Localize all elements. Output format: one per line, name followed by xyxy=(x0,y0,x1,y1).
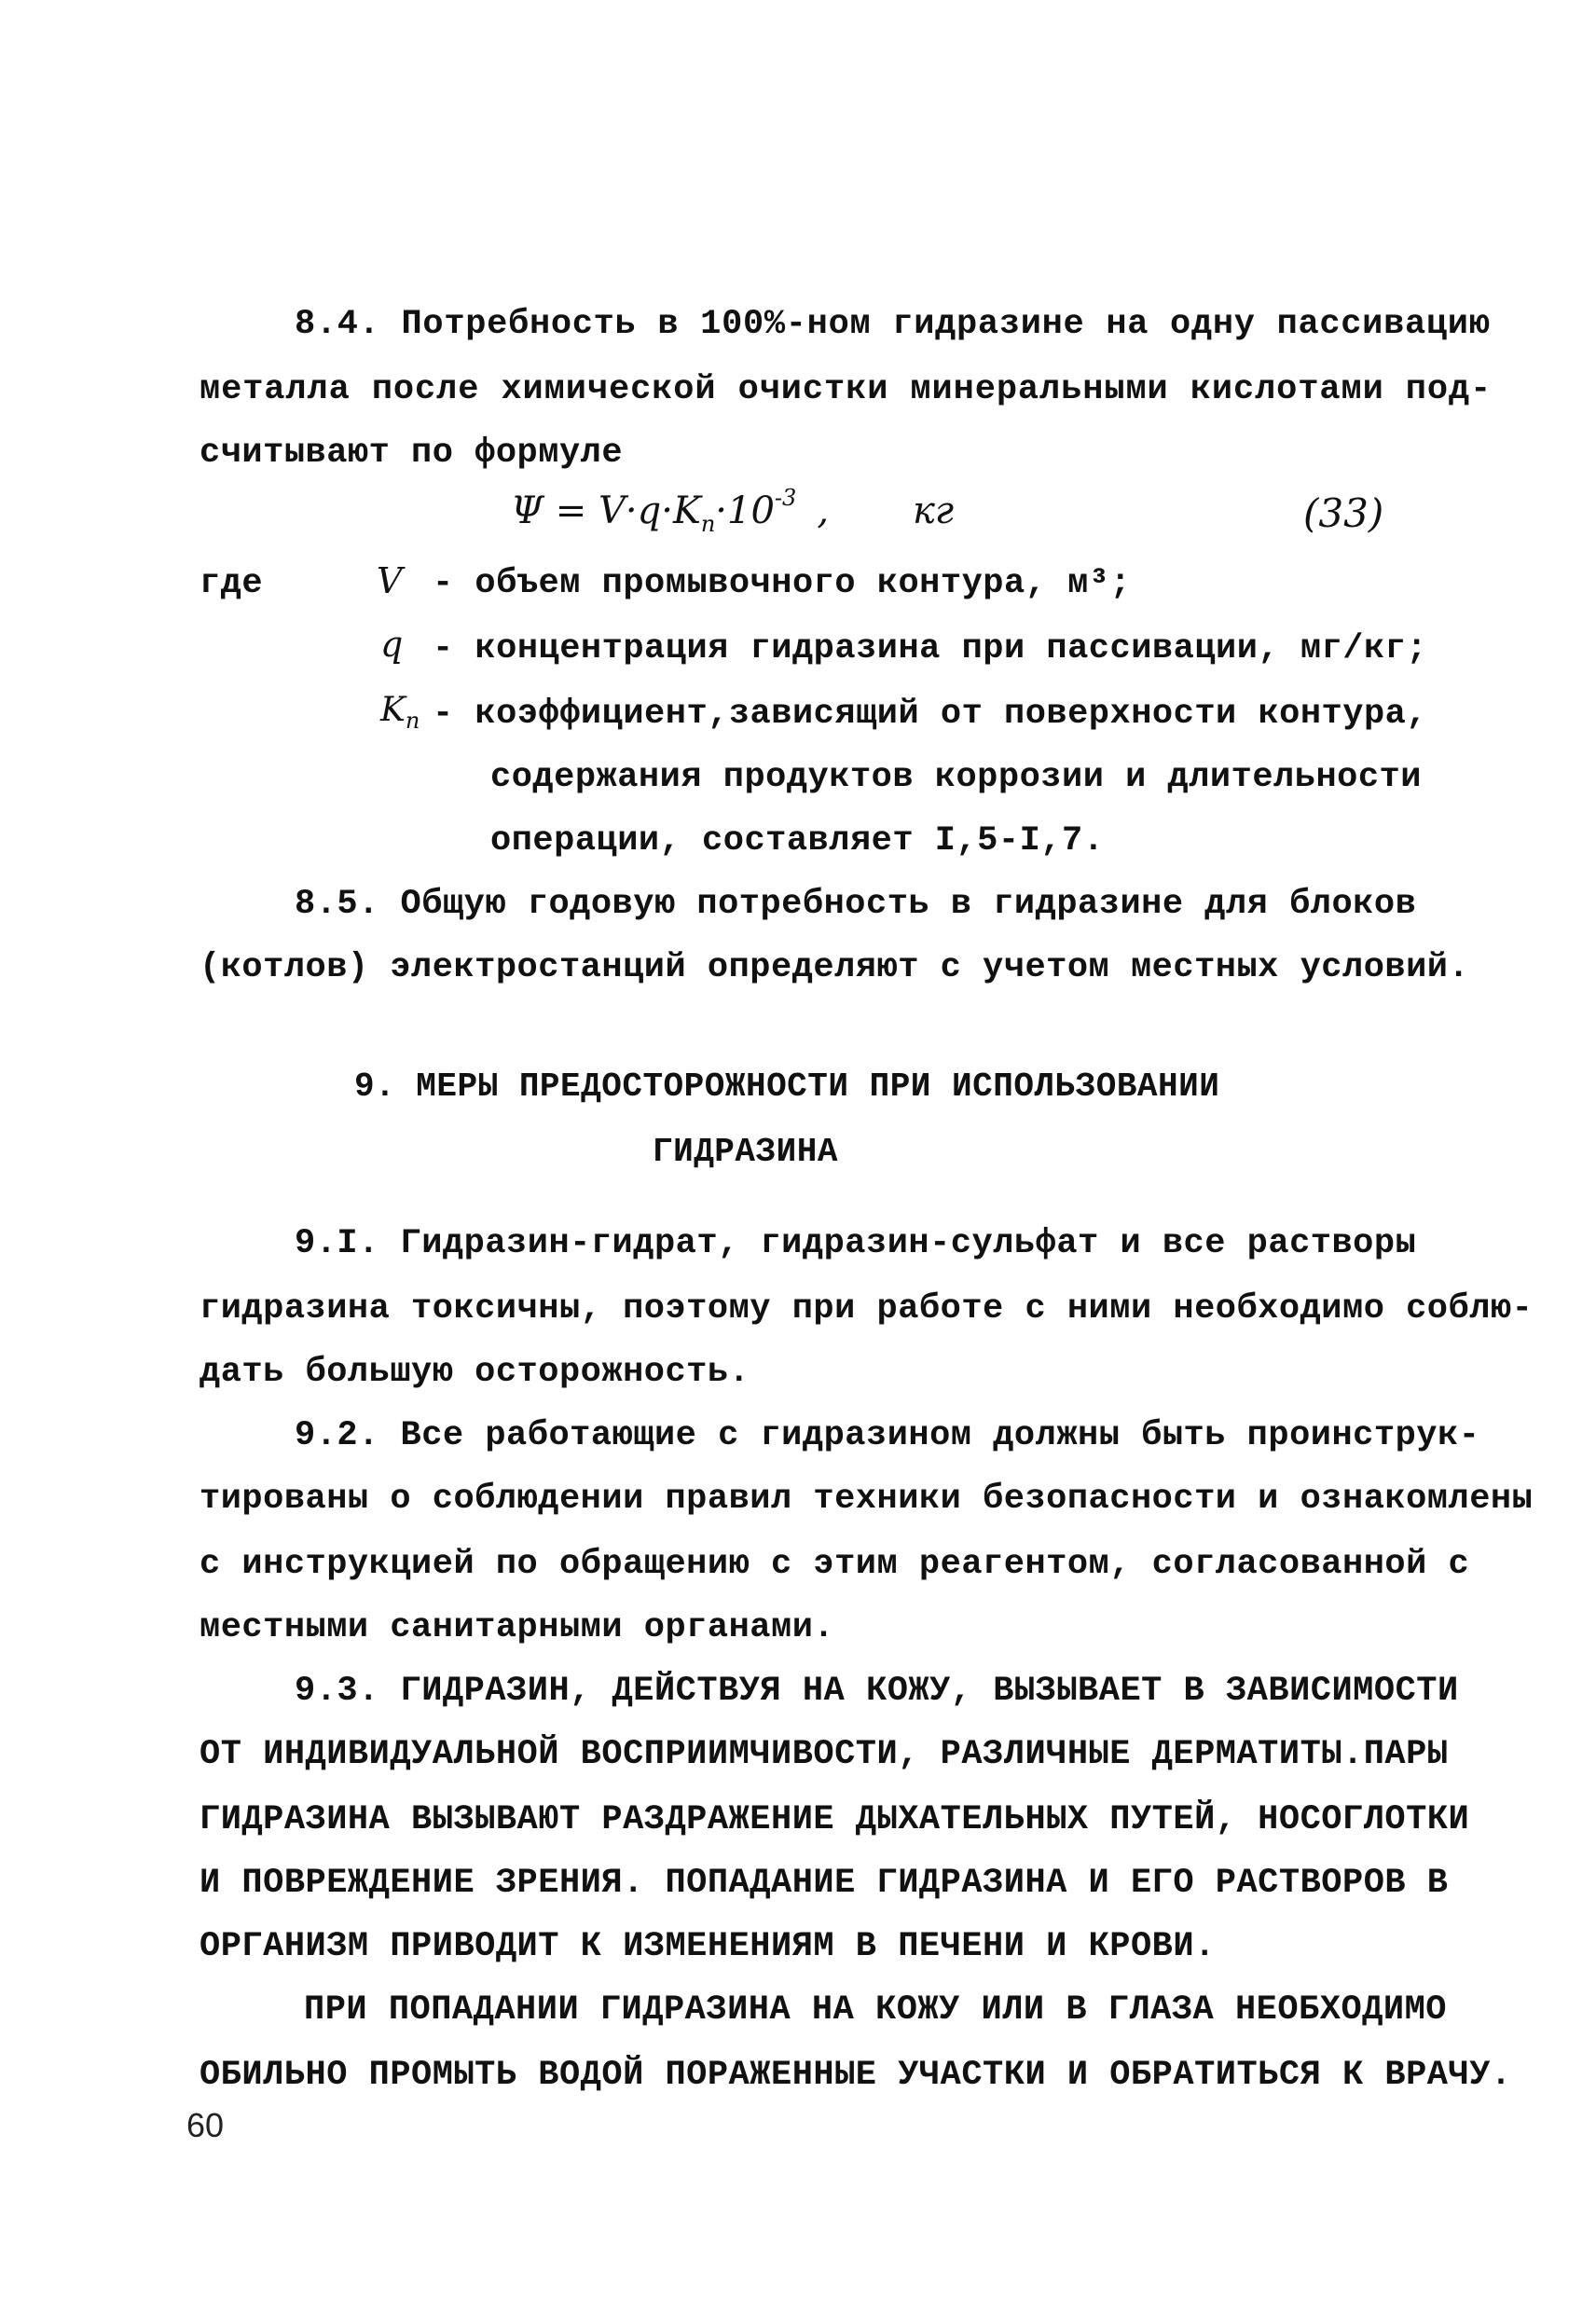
definition-q: - концентрация гидразина при пассивации, мг/кг; xyxy=(433,629,1428,668)
paragraph-9-2-line-1: 9.2. Все работающие с гидразином должны быть проинструк- xyxy=(295,1416,1480,1455)
where-label: где xyxy=(200,564,264,603)
symbol-v: V xyxy=(377,560,403,601)
formula-main: Ψ = V·q·K xyxy=(511,489,701,532)
symbol-kn-subscript: n xyxy=(405,708,420,735)
symbol-q: q xyxy=(380,624,404,665)
paragraph-9-3-line-3: ГИДРАЗИНА ВЫЗЫВАЮТ РАЗДРАЖЕНИЕ ДЫХАТЕЛЬНЫХ ПУТЕЙ, НОСОГЛОТКИ xyxy=(200,1800,1470,1839)
definition-v: - объем промывочного контура, м³; xyxy=(433,564,1132,603)
formula-tail: ·10 xyxy=(715,489,775,532)
paragraph-9-3-line-4: И ПОВРЕЖДЕНИЕ ЗРЕНИЯ. ПОПАДАНИЕ ГИДРАЗИНА И ЕГО РАСТВОРОВ В xyxy=(200,1864,1449,1903)
emergency-instruction-line-1: ПРИ ПОПАДАНИИ ГИДРАЗИНА НА КОЖУ ИЛИ В ГЛАЗА НЕОБХОДИМО xyxy=(304,1990,1447,2030)
paragraph-9-1-line-3: дать большую осторожность. xyxy=(200,1353,750,1392)
paragraph-9-3-line-5: ОРГАНИЗМ ПРИВОДИТ К ИЗМЕНЕНИЯМ В ПЕЧЕНИ И КРОВИ. xyxy=(200,1927,1216,1966)
formula-subscript: n xyxy=(700,511,716,537)
symbol-kn xyxy=(380,691,420,735)
definition-kn-continuation-2: операции, составляет I,5-I,7. xyxy=(490,821,1105,860)
paragraph-8-5-line-1: 8.5. Общую годовую потребность в гидразине для блоков xyxy=(295,885,1417,924)
paragraph-9-2-line-4: местными санитарными органами. xyxy=(200,1608,835,1647)
formula-exponent: -3 xyxy=(774,485,797,511)
paragraph-9-1-line-1: 9.I. Гидразин-гидрат, гидразин-сульфат и все растворы xyxy=(295,1224,1417,1263)
paragraph-8-4-line-1: 8.4. Потребность в 100%-ном гидразине на одну пассивацию xyxy=(295,305,1491,344)
formula-unit: кг xyxy=(913,489,955,532)
paragraph-9-2-line-2: тированы о соблюдении правил техники безопасности и ознакомлены xyxy=(200,1480,1534,1519)
definition-kn: - коэффициент,зависящий от поверхности контура, xyxy=(433,695,1428,734)
paragraph-9-3-line-1: 9.3. ГИДРАЗИН, ДЕЙСТВУЯ НА КОЖУ, ВЫЗЫВАЕТ В ЗАВИСИМОСТИ xyxy=(295,1672,1459,1711)
formula-33 xyxy=(511,485,955,537)
paragraph-8-4-line-3: считывают по формуле xyxy=(200,434,624,473)
paragraph-9-1-line-2: гидразина токсичны, поэтому при работе с ними необходимо соблю- xyxy=(200,1289,1534,1329)
formula-comma: , xyxy=(817,489,830,532)
paragraph-8-4-line-2: металла после химической очистки минеральными кислотами под- xyxy=(200,370,1493,409)
symbol-kn-base: K xyxy=(380,691,406,729)
section-9-heading-line-2: ГИДРАЗИНА xyxy=(653,1133,838,1171)
equation-number: (33) xyxy=(1303,490,1384,536)
section-9-heading-line-1: 9. МЕРЫ ПРЕДОСТОРОЖНОСТИ ПРИ ИСПОЛЬЗОВАНИИ xyxy=(354,1067,1220,1106)
paragraph-9-2-line-3: с инструкцией по обращению с этим реагентом, согласованной с xyxy=(200,1545,1470,1584)
emergency-instruction-line-2: ОБИЛЬНО ПРОМЫТЬ ВОДОЙ ПОРАЖЕННЫЕ УЧАСТКИ И ОБРАТИТЬСЯ К ВРАЧУ. xyxy=(200,2056,1512,2095)
definition-kn-continuation-1: содержания продуктов коррозии и длительности xyxy=(490,758,1422,797)
paragraph-9-3-line-2: ОТ ИНДИВИДУАЛЬНОЙ ВОСПРИИМЧИВОСТИ, РАЗЛИЧНЫЕ ДЕРМАТИТЫ.ПАРЫ xyxy=(200,1735,1449,1774)
paragraph-8-5-line-2: (котлов) электростанций определяют с учетом местных условий. xyxy=(200,948,1470,987)
page-number: 60 xyxy=(186,2106,225,2144)
